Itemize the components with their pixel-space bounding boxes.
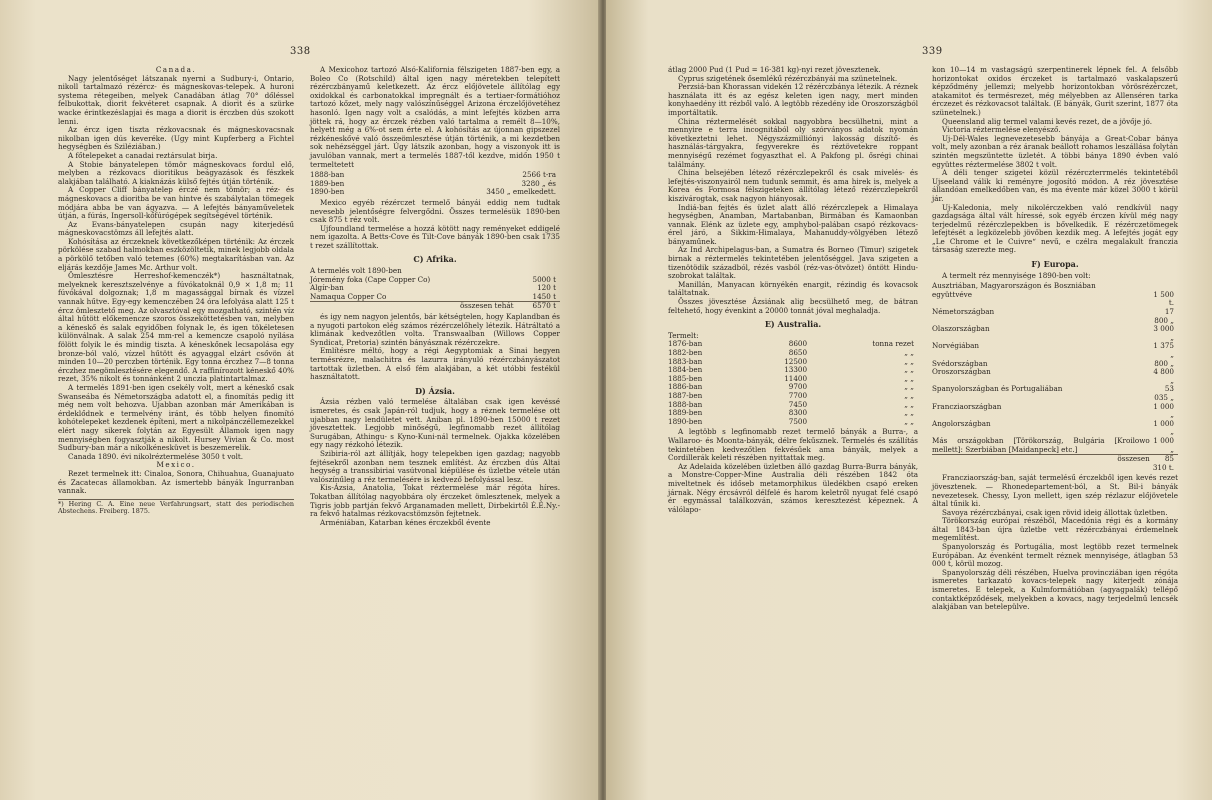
table-cell: 120 t xyxy=(537,283,556,293)
table-cell: 1889-ben xyxy=(310,178,345,188)
table-cell: 17 800 „ xyxy=(1154,307,1174,325)
page-number-left: 338 xyxy=(290,46,311,57)
table-cell: 7500 xyxy=(788,416,808,426)
table-cell: Németországban xyxy=(932,307,995,317)
table-cell: Más országokban [Törökország, Bulgária [Kroilowo mellett]: Szerbiában [Maidanpeck] etc.] xyxy=(932,435,1150,454)
table-cell: 1890-ben xyxy=(668,416,703,426)
paragraph: Kis-Ázsia, Anatolia, Tokat réztermelése már régóta híres. Tokatban állítólag nagyobbára oly érczeket ömlesztenek, melyek a Tigris jobb partján fekvő Arganamaden mellett, Dirbekirtől É.É.Ny.-ra fekvő hatalmas rézkovacstömzsön fejtetnek. xyxy=(310,483,560,519)
table-cell: 1886-ban xyxy=(668,382,703,392)
table-cell: 3 000 „ xyxy=(1153,324,1174,342)
table-cell: Norvégiában xyxy=(932,341,980,351)
paragraph: Az Ind Archipelagus-ban, a Sumatra és Borneo (Timur) szigetek birnak a réztermelés tekintetében jelentőséggel. Java szigeten a tizenötödik századból, rézés vasból (réz-vas-ötvözet) öntött Hindu-szobrokat találtak. xyxy=(668,245,918,281)
section-heading: E) Australia. xyxy=(764,319,822,330)
table-cell: 1 375 „ xyxy=(1153,341,1174,359)
table-cell: együttvéve xyxy=(932,289,972,299)
paragraph: Összes jövesztése Ázsiának alig becsülhető meg, de bátran feltehető, hogy évenkint a 20000 tonnát jóval meghaladja. xyxy=(668,297,918,315)
table-sum-row xyxy=(310,302,560,311)
table-cell: Spanyolországban és Portugaliában xyxy=(932,384,1063,394)
table-cell: 6570 t xyxy=(514,302,561,311)
paragraph: Az ércz igen tiszta rézkovacsnak és mágneskovacsnak nikolban igen dús keveréke. (Ugy mint Kupferberg a Fichtel hegységben és Sziléziában.) xyxy=(58,125,294,152)
paragraph: és igy nem nagyon jelentős, bár kétségtelen, hogy Kaplandban és a nyugoti partokon elég számos rézérczelőhely létezik. Hátráltató a klimának kedvezőtlen volta. Transwaalban (Willows Copper Syndicat, Pretoria) szintén bányásznak rézérczekre. xyxy=(310,312,560,347)
table-row xyxy=(310,293,560,302)
table-cell: 8650 xyxy=(788,348,808,357)
table-cell: Jóremény foka (Cape Copper Co) xyxy=(310,274,431,284)
section-heading: Mexico. xyxy=(156,460,196,470)
table-cell: 9700 xyxy=(788,382,808,392)
paragraph: A Copper Cliff bányatelep érczé nem tömör; a réz- és mágneskovacs a dioritba be van hintve és szabálytalan tömegek módjára abba be van ágyazva. — A lefejtés bányaműveletek útján, a fúrás, Ingersoll-kőfúrógépek segítségével történik. xyxy=(58,185,294,221)
table-cell: 2566 t-ra xyxy=(522,170,556,180)
paragraph: Kohósítása az érczeknek következőképen történik: Az érczek pörkölése szabad halmokban eszközöltetik, minek legjobb oldala a pörkölő tetőben való tetemes (60%) megtakarításban van. Az eljárás kezdője James Mc. Arthur volt. xyxy=(58,236,294,272)
paragraph: Perzsiá-ban Khorassan videkén 12 rézérczbánya létezik. A réznek használata itt és az egész keleten igen nagy, mert minden konyhaedény itt rézből való. A legtöbb rézedény ide Oroszországból importáltatik. xyxy=(668,82,918,117)
paragraph: Victoria réztermelése elenyésző. xyxy=(942,125,1061,135)
paragraph: Queensland alig termel valami kevés rezet, de a jövője jó. xyxy=(942,116,1152,126)
paragraph: Arméniában, Katarban kénes érczekből évente xyxy=(320,517,491,527)
table-cell: „ „ xyxy=(904,416,914,426)
left-column-2 xyxy=(310,66,560,527)
table-cell: 1888-ban xyxy=(668,399,703,409)
table-cell: 1882-ben xyxy=(668,348,703,357)
table-cell: Angolországban xyxy=(932,418,991,428)
paragraph: A főtelepeket a canadai reztársulat birja. xyxy=(68,150,218,160)
table-cell: 12500 xyxy=(784,356,808,366)
paragraph: átlag 2000 Pud (1 Pud = 16·381 kg)-nyi rezet jövesztenek. xyxy=(668,65,881,74)
table-cell: Ausztriában, Magyarországon és Boszniában xyxy=(932,281,1096,291)
paragraph: A legtöbb s legfinomabb rezet termelő bányák a Burra-, a Wallaroo- és Moonta-bányák, délre fekűsznek. Termelés és szállítás tekintetében kedvezőtlen fekvésűek ama bányák, melyek a Cordillerák keleti részében nyittattak meg. xyxy=(668,427,918,463)
table-cell: A termelés volt 1890-ben xyxy=(310,266,402,276)
paragraph: Ömlesztésre Herreshof-kemenczék*) használtatnak, melyeknek keresztszelvénye a fúvókatoknál 0,9 × 1,8 m; 11 fúvókával dolgoznak; 1,8 m magassággal bírnak és vízzel vannak hűtve. Egy-egy kemenczében 24 óra lefolyása alatt 125 t ércz ömlesztető meg. Az olvasztóval egy mozgatható, szintén víz által hűtött előkemencze szoros összeköttetésben van, melyben a kéneskő és salak egyidőben folynak le, és igen tökéletesen különválnak. A salak 254 mm-rel a kemencze csapoló nyílása fölött folyik le és mindig tiszta. A kéneskőnek lecsapolása egy bronze-ból való, vízzel hűtött és agyaggal elzárt csővön át minden 10—20 perczben történik. Egy tonna érczhez 7—8 tonna érczhez megömlesztésére elegendő. A raffinírozott kéneskő 40% rezet, 35% nikolt és tonnánként 2 unczia platintartalmaz. xyxy=(58,271,294,384)
paragraph: China belsejében létező rézérczlepekről és csak mivelés- és lefejtés-viszonyairól nem tudunk semmit, és ama hirek is, melyek a Korea és Formosa félszigeteken állítólag létező rézérczlepekről kiszivárogtak, csak nagyon hiányosak. xyxy=(668,168,918,203)
paragraph: Szibiria-ról azt állítják, hogy telepekben igen gazdag; nagyobb fejtésekről azonban nem tesznek említést. Az érczben dús Altai hegység a transsibiriai vasútvonal kiépülése és üzletbe vétele után valószínűleg a réz termelésére is kedvező befolyással lesz. xyxy=(310,448,560,484)
table-cell: „ „ xyxy=(904,408,914,418)
paragraph: Ujfoundland termelése a hozzá kötött nagy reményeket eddigelé nem igazolta. A Betts-Cove és Tilt-Cove bányák 1890-ben csak 1735 t rezet szállítottak. xyxy=(310,223,560,250)
left-page xyxy=(0,0,600,800)
paragraph: Törökország európai részéből, Macedónia régi és a kormány által 1843-ban újra üzletbe vett rézérczbányai érdemelnek megemlítést. xyxy=(932,516,1178,543)
table-cell: 85 310 t. xyxy=(1150,455,1178,473)
paragraph: Savoya rézérczbányai, csak igen rövid ideig állottak üzletben. xyxy=(942,507,1168,517)
paragraph: Canada 1890. évi nikolréztermelése 3050 t volt. xyxy=(68,451,244,461)
table-cell: Svédországban xyxy=(932,358,988,368)
table-cell: „ „ xyxy=(904,348,914,357)
table-row xyxy=(668,418,918,427)
table-europa xyxy=(932,282,1178,472)
paragraph: Indiá-ban fejtés és üzlet alatt álló rézérczlepek a Himalaya hegységben, Anamban, Martabanban, Birmában és Kamaonban vannak. Elénk az üzlete egy, amphybol-palában csapó rézkovacs-érel járó, a Sikkim-Himalaya, Mahanuddy-völgyében létező bányaműnek. xyxy=(668,202,918,246)
table-cell: 1888-ban xyxy=(310,170,345,180)
left-column-1 xyxy=(58,66,294,516)
table-cell: 1884-ben xyxy=(668,365,703,375)
table-cell: 5000 t xyxy=(532,274,556,284)
section-heading: D) Ázsia. xyxy=(415,385,455,396)
table-sum-row xyxy=(932,455,1178,473)
table-cell: 3450 „ emelkedett. xyxy=(486,187,556,197)
paragraph: China réztermelését sokkal nagyobbra becsülhetni, mint a mennyire e terra incognitából oly szórványos adatok nyomán következtetni lehet. Négyszázmilliónyi lakosság díszítő- és használás-tárgyakra, fegyverekre és réztövetekre roppant mennyiségű rezémet fogyaszthat el. A Pakfong pl. ősrégi chinai találmány. xyxy=(668,116,918,169)
table-cell: Francziaországban xyxy=(932,401,1002,411)
table-cell: összesen tehát xyxy=(310,302,514,311)
table-cell: Namaqua Copper Co xyxy=(310,291,387,301)
section-heading: Canada. xyxy=(155,65,197,74)
table-cell: 53 035 „ xyxy=(1154,384,1174,402)
paragraph: Cyprus szigetének ősemlékű rézérczbányái ma szünetelnek. xyxy=(678,73,898,83)
paragraph: Nagy jelentőséget látszanak nyerni a Sudbury-i, Ontario, nikoll tartalmazó rézércz- és mágneskovas-telepek. A huroni systema rétegeiben, melyek Canadában átlag 70° dőléssel felbukottak, diorit fekvéteret csapnak. A diorit és a szürke wacke érintkezéslapjai és maga a diorit is érczben dús szokott lenni. xyxy=(58,73,294,126)
paragraph: Mexico egyéb rézérczet termelő bányái eddig nem tudtak nevesebb jelentőségre felvergődni. Összes termelésük 1890-ben csak 875 t réz volt. xyxy=(310,197,560,225)
section-heading: C) Afrika. xyxy=(413,254,457,265)
table-cell: 1889-ben xyxy=(668,408,703,418)
paragraph: Ázsia rézben való termelése általában csak igen kevéssé ismeretes, és csak Japán-ról tudjuk, hogy a réznek termelése ott ujabban nagy lendületet vett. Aniban pl. 1890-ben 15000 t rezet jövesztettek. Legjobb minőségű, legfinomabb rezet állítólag Surugában, Athingu- s Kyno-Kuni-nál termelnek. Ojakka közelében egy nagy rézkohó létezik. xyxy=(310,397,560,450)
paragraph: kon 10—14 m vastagságú szerpentinerek lépnek fel. A felsőbb horizontokat oxidos érczeket is tartalmazó vaskalapszerű képződmény jellemzi; melyebb horizontokban vörösrézérczet, atakamitot és termésrezet, még mélyebben az Allenséren tarka érczezet és rézkovacsot találtak. (E bányák, Gurit szerint, 1877 óta szünetelnek.) xyxy=(932,65,1178,117)
paragraph: Francziaország-ban, saját termelésű érczekből igen kevés rezet jövesztenek. — Rhonedepartement-ból, a St. Bil-i bányák nevezetesek. Chessy, Lyon mellett, igen szép rézlazur előjövetele által tűnik ki. xyxy=(932,473,1178,509)
table-cell: „ „ xyxy=(904,399,914,409)
table-cell: 7450 xyxy=(788,399,808,409)
table-row xyxy=(932,385,1178,402)
table-cell: Termelt: xyxy=(668,330,699,340)
table-cell: „ „ xyxy=(904,373,914,383)
paragraph: A déli tenger szigetei közül rézérczterrmelés tekintetéből Ujseeland válik ki reményre jogosító módon. A réz jövesztése állandóan emelkedőben van, és ma évente már közel 3000 t körül jár. xyxy=(932,168,1178,203)
table-row xyxy=(310,188,560,197)
table-cell: 4 800 „ xyxy=(1153,367,1174,385)
table-cell: 1876-ban xyxy=(668,339,703,349)
table-cell: 1 500 t. xyxy=(1153,289,1174,308)
table-row xyxy=(932,325,1178,342)
table-cell: 3280 „ és xyxy=(521,178,556,188)
paragraph: A termelt réz mennyisége 1890-ben volt: xyxy=(942,270,1091,280)
paragraph: Spanyolország és Portugália, most legtöbb rezet termelnek Európában. Az évenként termelt réznek mennyisége, átlagban 53 000 t, körül mozog. xyxy=(932,542,1178,569)
table-row xyxy=(932,437,1178,455)
table-afrika xyxy=(310,267,560,311)
footnote: *) Hering C. A. Eine neue Verfahrungsart, statt des periodischen Abstechens. Freiberg. 1875. xyxy=(58,499,294,516)
table-cell: 7700 xyxy=(788,390,808,400)
table-cell: „ „ xyxy=(904,382,914,392)
table-cell: Oroszországban xyxy=(932,367,991,377)
table-row xyxy=(932,420,1178,437)
table-cell: 8300 xyxy=(788,408,808,418)
table-cell: 1890-ben xyxy=(310,187,345,197)
table-cell: 1 000 „ xyxy=(1153,435,1174,454)
paragraph: Uj-Dél-Wales legnevezetesebb bányája a Great-Cobar bánya volt, mely azonban a réz áranak beállott rohamos leszállása folytán szintén megszüntette üzletét. A többi bánya 1890 évben való együttes réztermelése 3802 t volt. xyxy=(932,133,1178,169)
table-row xyxy=(310,276,560,285)
table-row xyxy=(932,342,1178,359)
right-column-2 xyxy=(932,66,1178,612)
table-cell: tonna rezet xyxy=(872,339,914,349)
right-column-1 xyxy=(668,66,918,514)
table-cell: 1450 t xyxy=(532,291,556,301)
right-page xyxy=(606,0,1212,800)
table-row xyxy=(932,291,1178,308)
paragraph: Rezet termelnek itt: Cinaloa, Sonora, Chihuahua, Guanajuato és Zacatecas államokban. Az ismertebb bányák Ingurranban vannak. xyxy=(58,468,294,496)
table-cell: Algír-ban xyxy=(310,283,344,293)
table-row xyxy=(932,368,1178,385)
paragraph: A Mexicohoz tartozó Alsó-Kalifornia félszigeten 1887-ben egy, a Boleo Co (Rotschild) által igen nagy méretekben telepített rézérczbányamű keletkezett. Az ércz előjövetele állítólag egy oxidokkal és carbonatokkal impregnált és a tertiaer-formátióhoz tartozó kőzet, mely nagy valószínűséggel Arizona érczelőjövetéhez hasonló. Igen nagy volt a csalódás, a mint lefejtés közben arra jöttek rá, hogy az érczek rézben való tartalma a remélt 8—10%, helyett még a 6%-ot sem érte el. A kohósítás az újonnan gipszezel rézkéneskővé való összeömlesztése útján történik, a mi kezdetben sok nehézséggel járt. Úgy látszik azonban, hogy a viszonyok itt is javulóban vannak, mert a termelés 1887-től kezdve, midőn 1950 t termeltetett xyxy=(310,65,560,169)
section-heading: F) Europa. xyxy=(1031,259,1079,270)
table-cell: „ „ xyxy=(904,356,914,366)
table-cell: 1 000 „ xyxy=(1153,418,1174,437)
table-cell: „ „ xyxy=(904,365,914,375)
table-cell: 13300 xyxy=(784,365,808,375)
table-cell: Olaszországban xyxy=(932,324,990,334)
table-cell: 8600 xyxy=(788,339,808,349)
paragraph: Az Adelaida közelében üzletben álló gazdag Burra-Burra bányák, a Monstre-Copper-Mine Australia déli részében 1842 óta miveltetnek és időseb metamorphikus üledékben csapó ereken járnak. Négy ércsávról délfelé és harom keletről nyugat felé csapó ér egymással találkozván, számos keresztezést képeznek. A válólapo- xyxy=(668,461,918,514)
table-row xyxy=(932,403,1178,420)
table-cell: 1885-ben xyxy=(668,373,703,383)
table-australia xyxy=(668,332,918,427)
table-cell: 11400 xyxy=(784,373,808,383)
table-row xyxy=(932,308,1178,325)
paragraph: Uj-Kaledonia, mely nikolérczekben való rendkívül nagy gazdagsága által vált híressé, sok egyéb érczen kívül még nagy terjedelmű rézérczlepekben is bővelkedik. E rézérczetömegek lefejtését a legközelebb jövőben kezdik meg. A lefejtés jogát egy „Le Chrome et le Cuivre“ nevű, e czélra megalakult franczia társaság szerezte meg. xyxy=(932,202,1178,255)
table-cell: 800 „ xyxy=(1154,358,1174,368)
paragraph: A Stobie bányatelepen tömör mágneskovacs fordul elő, melyben a rézkovacs dioritikus beágyazások és fészkek alakjában található. A kiaknázás külső fejtés útján történik. xyxy=(58,159,294,186)
table-cell: összesen xyxy=(932,455,1150,473)
page-number-right: 339 xyxy=(922,46,943,57)
paragraph: Az Evans-bányatelepen csupán nagy kiterjedésű mágneskovacstömzs áll lefejtés alatt. xyxy=(58,219,294,238)
paragraph: Említésre méltó, hogy a régi Aegyptomiak a Sinai hegyen termésrézre, malachitra és lazurra irányuló rézérczbányászatot tartottak üzletben. A első fém alakjában, a két utóbbi festékül használtatott. xyxy=(310,346,560,382)
paragraph: A termelés 1891-ben igen csekély volt, mert a kéneskő csak Swanseába és Németországba adatott el, a finomítás pedig itt még nem volt behozva. Ujabban azonban már Amerikában is érdeklődnek e termelvény iránt, és több helyen finomító kohótelepeket kezdenek építeni, mert a nikolpánczéllemezekkel elért nagy sikerek folytán az Egyesült Államok igen nagy mennyiségben fogyasztják a nikolt. Hursey Vivian & Co. most Sudbury-ban már a nikolkénesküvet is beszemerelik. xyxy=(58,382,294,453)
paragraph: Manillán, Manyacan környékén enargit, rézindig és kovacsok találtatnak. xyxy=(668,279,918,298)
table-cell: 1887-ben xyxy=(668,390,703,400)
table-mexico xyxy=(310,171,560,197)
paragraph: Spanyolország déli részében, Huelva provincziában igen régóta ismeretes tarkazató kovacs-telepek nagy kiterjedt zónája ismeretes. E telepek, a Kulmformátióban (agyagpalák) tellépő contaktképződések, melyekben a kovacs, nagy terjedelmű lencsék alakjában van betelepülve. xyxy=(932,567,1178,612)
table-cell: 1 000 „ xyxy=(1153,401,1174,420)
table-cell: „ „ xyxy=(904,390,914,400)
table-cell: 1883-ban xyxy=(668,356,703,366)
